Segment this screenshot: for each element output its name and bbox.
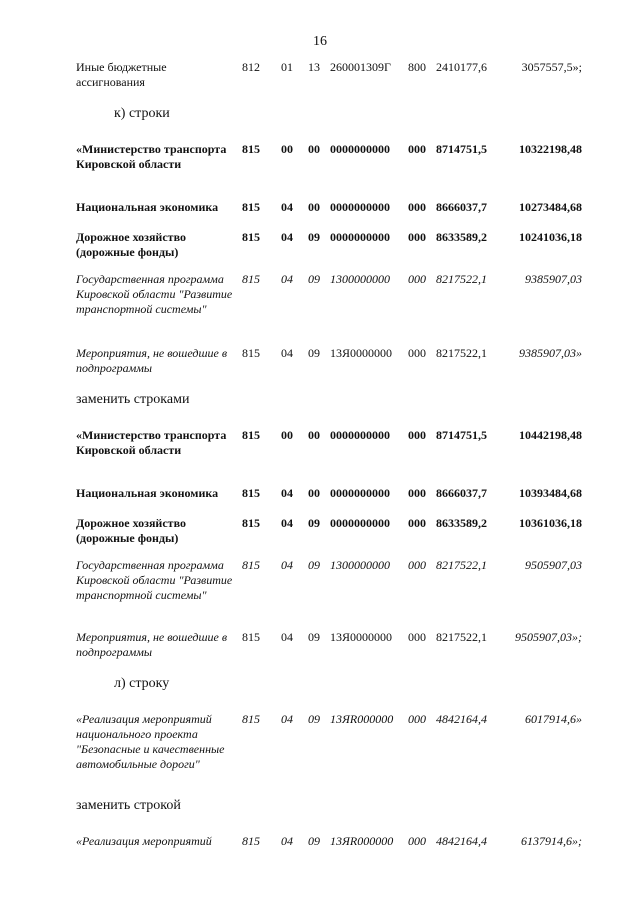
amount-2020: 6017914,6» <box>525 712 582 726</box>
subsection-code: 09 <box>308 712 320 726</box>
section-code: 04 <box>281 486 293 500</box>
chapter-code: 815 <box>242 142 260 156</box>
subsection-code: 09 <box>308 558 320 572</box>
subsection-code: 09 <box>308 230 320 244</box>
amount-2020: 3057557,5»; <box>521 60 582 74</box>
target-article-code: 0000000000 <box>330 486 390 500</box>
section-code: 04 <box>281 272 293 286</box>
row-name: «Министерство транспорта Кировской области <box>76 142 227 171</box>
amount-2019: 8714751,5 <box>436 142 487 156</box>
expense-type-code: 000 <box>408 486 426 500</box>
target-article-code: 1300000000 <box>330 272 390 286</box>
amount-2019: 8217522,1 <box>436 346 487 360</box>
amount-2020: 10241036,18 <box>519 230 582 244</box>
target-article-code: 13Я0000000 <box>330 346 393 360</box>
subsection-code: 09 <box>308 272 320 286</box>
section-code: 01 <box>281 60 293 74</box>
amount-2019: 8633589,2 <box>436 230 487 244</box>
chapter-code: 815 <box>242 486 260 500</box>
amount-2020: 9505907,03»; <box>515 630 582 644</box>
row-name: Национальная экономика <box>76 200 219 214</box>
section-heading: к) строки <box>114 106 170 121</box>
amount-2020: 9385907,03» <box>519 346 582 360</box>
expense-type-code: 000 <box>408 630 426 644</box>
expense-type-code: 000 <box>408 712 426 726</box>
row-name: «Реализация мероприятий национального проекта "Безопасные и качественные автомобильные дороги" <box>76 712 225 771</box>
chapter-code: 815 <box>242 346 260 360</box>
section-code: 04 <box>281 230 293 244</box>
amount-2019: 8217522,1 <box>436 558 487 572</box>
target-article-code: 0000000000 <box>330 516 390 530</box>
section-code: 04 <box>281 834 293 848</box>
amount-2019: 4842164,4 <box>436 834 487 848</box>
chapter-code: 815 <box>242 558 260 572</box>
chapter-code: 815 <box>242 834 260 848</box>
expense-type-code: 000 <box>408 428 426 442</box>
row-name: Государственная программа Кировской области "Развитие транспортной системы" <box>76 272 233 316</box>
chapter-code: 815 <box>242 712 260 726</box>
section-heading: заменить строкой <box>76 798 181 813</box>
expense-type-code: 000 <box>408 200 426 214</box>
expense-type-code: 800 <box>408 60 426 74</box>
amount-2019: 8217522,1 <box>436 272 487 286</box>
target-article-code: 0000000000 <box>330 230 390 244</box>
chapter-code: 812 <box>242 60 260 74</box>
expense-type-code: 000 <box>408 516 426 530</box>
section-code: 04 <box>281 346 293 360</box>
chapter-code: 815 <box>242 428 260 442</box>
target-article-code: 0000000000 <box>330 200 390 214</box>
subsection-code: 13 <box>308 60 320 74</box>
expense-type-code: 000 <box>408 272 426 286</box>
amount-2019: 8633589,2 <box>436 516 487 530</box>
chapter-code: 815 <box>242 272 260 286</box>
chapter-code: 815 <box>242 516 260 530</box>
amount-2019: 2410177,6 <box>436 60 487 74</box>
amount-2020: 10393484,68 <box>519 486 582 500</box>
section-code: 04 <box>281 558 293 572</box>
expense-type-code: 000 <box>408 346 426 360</box>
target-article-code: 0000000000 <box>330 142 390 156</box>
page-number: 16 <box>313 34 327 49</box>
target-article-code: 13ЯR000000 <box>330 834 394 848</box>
amount-2019: 8217522,1 <box>436 630 487 644</box>
target-article-code: 260001309Г <box>330 60 391 74</box>
row-name: Мероприятия, не вошедшие в подпрограммы <box>76 630 228 659</box>
expense-type-code: 000 <box>408 230 426 244</box>
target-article-code: 0000000000 <box>330 428 390 442</box>
section-heading: л) строку <box>114 676 170 691</box>
row-name: Дорожное хозяйство (дорожные фонды) <box>76 516 186 545</box>
subsection-code: 09 <box>308 834 320 848</box>
amount-2019: 8666037,7 <box>436 486 487 500</box>
expense-type-code: 000 <box>408 558 426 572</box>
amount-2020: 9385907,03 <box>525 272 582 286</box>
section-code: 04 <box>281 516 293 530</box>
section-code: 00 <box>281 142 293 156</box>
row-name: Государственная программа Кировской области "Развитие транспортной системы" <box>76 558 233 602</box>
amount-2020: 9505907,03 <box>525 558 582 572</box>
section-heading: заменить строками <box>76 392 190 407</box>
amount-2020: 10273484,68 <box>519 200 582 214</box>
expense-type-code: 000 <box>408 834 426 848</box>
amount-2020: 6137914,6»; <box>521 834 582 848</box>
row-name: Дорожное хозяйство (дорожные фонды) <box>76 230 186 259</box>
amount-2019: 4842164,4 <box>436 712 487 726</box>
amount-2020: 10442198,48 <box>519 428 582 442</box>
section-code: 04 <box>281 630 293 644</box>
row-name: Иные бюджетные ассигнования <box>76 60 167 89</box>
subsection-code: 09 <box>308 516 320 530</box>
chapter-code: 815 <box>242 200 260 214</box>
row-name: Мероприятия, не вошедшие в подпрограммы <box>76 346 228 375</box>
subsection-code: 00 <box>308 142 320 156</box>
target-article-code: 13ЯR000000 <box>330 712 394 726</box>
row-name: «Министерство транспорта Кировской области <box>76 428 227 457</box>
section-code: 00 <box>281 428 293 442</box>
amount-2019: 8666037,7 <box>436 200 487 214</box>
row-name: «Реализация мероприятий <box>76 834 212 848</box>
subsection-code: 09 <box>308 630 320 644</box>
chapter-code: 815 <box>242 230 260 244</box>
expense-type-code: 000 <box>408 142 426 156</box>
chapter-code: 815 <box>242 630 260 644</box>
subsection-code: 00 <box>308 200 320 214</box>
section-code: 04 <box>281 200 293 214</box>
section-code: 04 <box>281 712 293 726</box>
subsection-code: 09 <box>308 346 320 360</box>
target-article-code: 13Я0000000 <box>330 630 393 644</box>
amount-2019: 8714751,5 <box>436 428 487 442</box>
target-article-code: 1300000000 <box>330 558 390 572</box>
subsection-code: 00 <box>308 428 320 442</box>
amount-2020: 10361036,18 <box>519 516 582 530</box>
row-name: Национальная экономика <box>76 486 219 500</box>
amount-2020: 10322198,48 <box>519 142 582 156</box>
subsection-code: 00 <box>308 486 320 500</box>
